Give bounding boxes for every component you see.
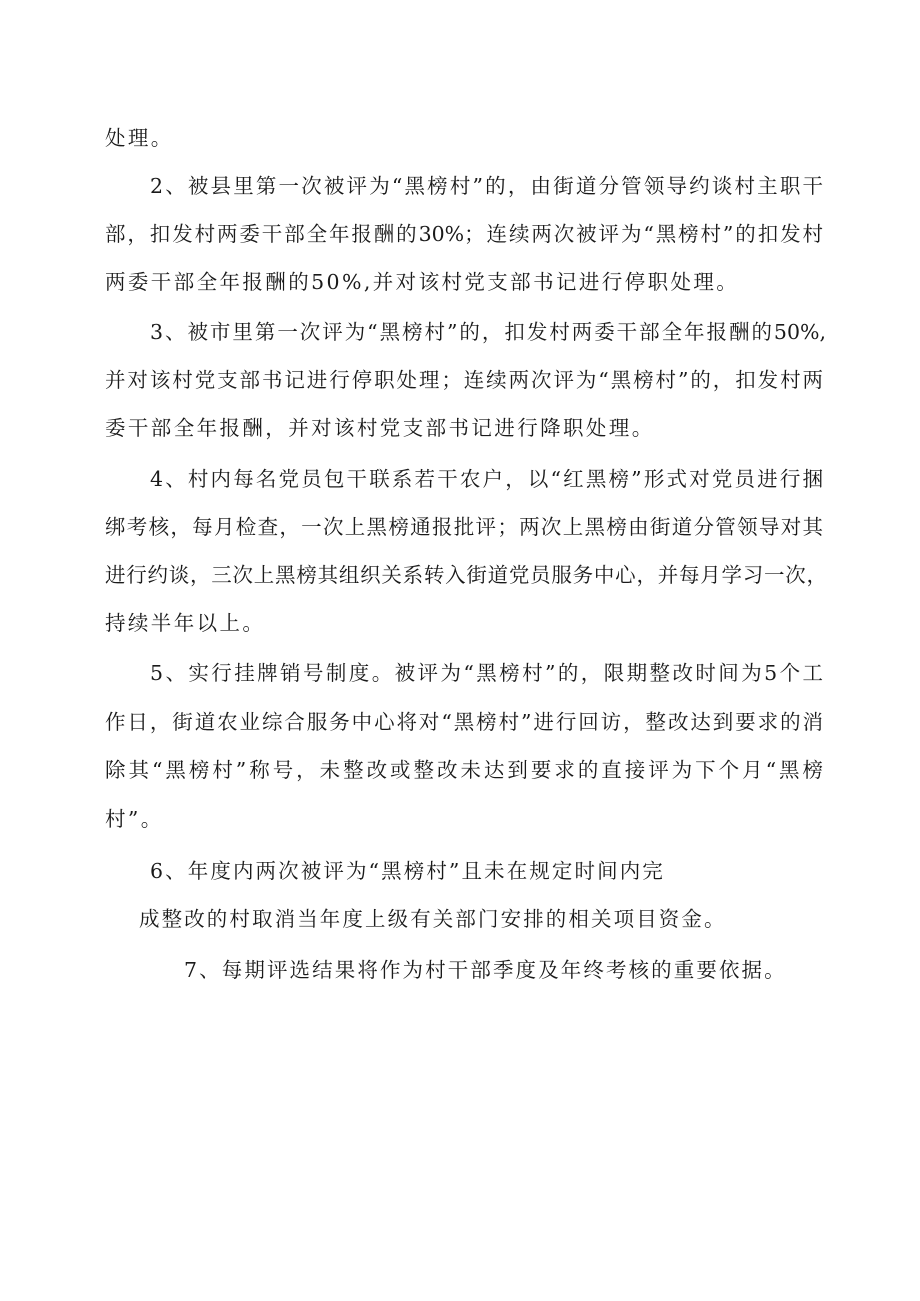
- text-line: 6、年度内两次被评为“黑榜村”且未在规定时间内完: [150, 859, 665, 883]
- text-line: 并对该村党支部书记进行停职处理；连续两次评为“黑榜村”的，扣发村两: [105, 368, 823, 392]
- text-line: 作日，街道农业综合服务中心将对“黑榜村”进行回访，整改达到要求的消: [105, 710, 823, 734]
- text-line: 持续半年以上。: [105, 611, 266, 635]
- text-line: 绑考核，每月检查，一次上黑榜通报批评；两次上黑榜由街道分管领导对其: [105, 515, 823, 539]
- text-line: 2、被县里第一次被评为“黑榜村”的，由街道分管领导约谈村主职干: [150, 174, 823, 198]
- text-line: 3、被市里第一次评为“黑榜村”的，扣发村两委干部全年报酬的50%,: [150, 320, 826, 344]
- text-line: 除其“黑榜村”称号，未整改或整改未达到要求的直接评为下个月“黑榜: [105, 758, 823, 782]
- text-line: 4、村内每名党员包干联系若干农户，以“红黑榜”形式对党员进行捆: [150, 467, 823, 491]
- text-line: 村”。: [105, 807, 164, 831]
- text-line: 处理。: [105, 126, 174, 150]
- text-line: 7、每期评选结果将作为村干部季度及年终考核的重要依据。: [184, 958, 787, 982]
- text-line: 进行约谈，三次上黑榜其组织关系转入街道党员服务中心，并每月学习一次，: [105, 563, 827, 587]
- text-line: 成整改的村取消当年度上级有关部门安排的相关项目资金。: [139, 907, 727, 931]
- text-line: 两委干部全年报酬的50%,并对该村党支部书记进行停职处理。: [105, 270, 740, 294]
- text-line: 5、实行挂牌销号制度。被评为“黑榜村”的，限期整改时间为5个工: [150, 661, 823, 685]
- text-line: 委干部全年报酬，并对该村党支部书记进行降职处理。: [105, 416, 655, 440]
- text-line: 部，扣发村两委干部全年报酬的30%；连续两次被评为“黑榜村”的扣发村: [105, 222, 823, 246]
